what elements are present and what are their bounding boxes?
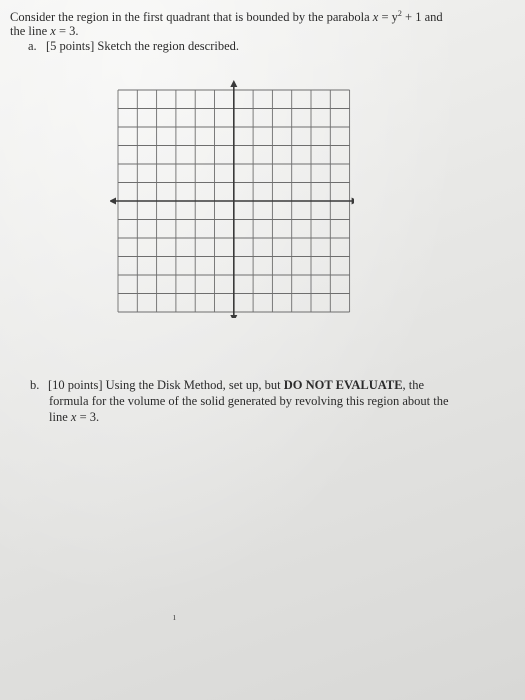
part-b-label: b.: [30, 378, 40, 392]
part-b-text: [10 points] Using the Disk Method, set up, but: [48, 378, 284, 392]
x-axis-arrow-right-icon: [352, 198, 354, 205]
problem-text-tail: + 1 and: [401, 10, 443, 24]
part-b-text-line3: line: [49, 410, 71, 424]
part-b-question-line2: [49, 394, 449, 409]
part-a-text: [5 points] Sketch the region described.: [46, 39, 240, 53]
part-b-bold-instruction: DO NOT EVALUATE: [283, 378, 403, 392]
part-a-label: a.: [28, 39, 37, 53]
part-b-text-tail: , the: [402, 378, 425, 392]
problem-statement-line1: [10, 10, 443, 25]
math-equals-y: = y: [378, 10, 398, 24]
y-axis-arrow-up-icon: [230, 80, 237, 87]
math-variable-x: x: [50, 24, 56, 38]
problem-text: Consider the region in the first quadrant that is bounded by the parabola: [10, 10, 373, 24]
math-variable-x: x: [372, 10, 379, 24]
part-b-question-line3: [49, 410, 99, 425]
problem-text-line2: the line: [10, 24, 51, 38]
stray-pencil-mark: ı: [173, 612, 176, 623]
part-b-question-line1: [30, 378, 424, 393]
part-a-question: [28, 39, 239, 54]
math-variable-x: x: [70, 410, 77, 424]
part-b-text-line2: formula for the volume of the solid generated by revolving this region about the: [49, 394, 449, 408]
coordinate-grid[interactable]: [110, 80, 354, 318]
math-exponent: 2: [397, 8, 402, 18]
math-equals-3: = 3.: [76, 410, 100, 424]
y-axis-arrow-down-icon: [230, 315, 237, 318]
x-axis-arrow-left-icon: [110, 198, 116, 205]
problem-statement-line2: [10, 24, 79, 39]
math-equals-3: = 3.: [55, 24, 79, 38]
